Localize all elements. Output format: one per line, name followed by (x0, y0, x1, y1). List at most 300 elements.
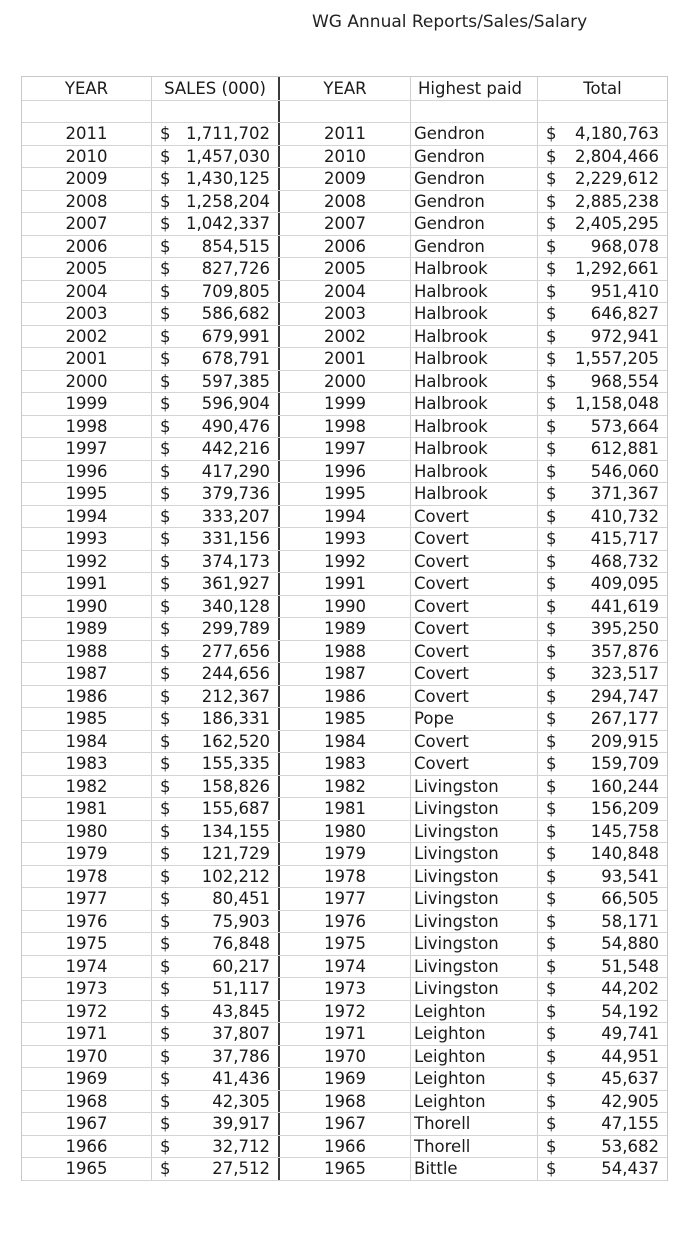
sales-cell (152, 551, 280, 573)
currency-symbol: $ (546, 416, 557, 436)
sales-cell (152, 1023, 280, 1045)
highest-paid-cell: Halbrook (411, 461, 538, 483)
currency-symbol: $ (160, 1091, 171, 1111)
table-row (22, 461, 667, 484)
sales-value: 51,117 (212, 979, 270, 999)
highest-paid-cell: Livingston (411, 866, 538, 888)
sales-cell (152, 1091, 280, 1113)
highest-paid-cell: Livingston (411, 798, 538, 820)
year-cell: 1965 (22, 1158, 152, 1180)
year-cell-2: 1966 (280, 1136, 411, 1158)
highest-paid-cell: Livingston (411, 843, 538, 865)
table-header-row (22, 77, 667, 101)
currency-symbol: $ (546, 1001, 557, 1021)
year-cell: 1996 (22, 461, 152, 483)
currency-symbol: $ (160, 236, 171, 256)
total-cell (538, 1068, 667, 1090)
year-cell-2: 2008 (280, 191, 411, 213)
table-row (22, 1023, 667, 1046)
total-cell (538, 776, 667, 798)
total-cell (538, 663, 667, 685)
total-value: 47,155 (601, 1114, 659, 1134)
total-cell (538, 798, 667, 820)
highest-paid-cell: Livingston (411, 888, 538, 910)
sales-cell (152, 1046, 280, 1068)
sales-cell (152, 641, 280, 663)
year-cell: 1982 (22, 776, 152, 798)
year-cell-2: 1980 (280, 821, 411, 843)
highest-paid-cell: Livingston (411, 978, 538, 1000)
sales-cell (152, 191, 280, 213)
year-cell-2: 2005 (280, 258, 411, 280)
total-value: 323,517 (590, 664, 659, 684)
total-cell (538, 686, 667, 708)
currency-symbol: $ (160, 1024, 171, 1044)
currency-symbol: $ (546, 236, 557, 256)
currency-symbol: $ (546, 124, 557, 144)
total-value: 140,848 (590, 844, 659, 864)
sales-value: 679,991 (201, 326, 270, 346)
sales-cell (152, 213, 280, 235)
total-value: 44,202 (601, 979, 659, 999)
year-cell: 1970 (22, 1046, 152, 1068)
table-row (22, 933, 667, 956)
currency-symbol: $ (546, 529, 557, 549)
table-row (22, 146, 667, 169)
table-row (22, 191, 667, 214)
year-cell: 2008 (22, 191, 152, 213)
year-cell: 1997 (22, 438, 152, 460)
currency-symbol: $ (546, 956, 557, 976)
total-value: 546,060 (590, 461, 659, 481)
total-cell (538, 1113, 667, 1135)
sales-value: 374,173 (201, 551, 270, 571)
table-row (22, 416, 667, 439)
currency-symbol: $ (160, 979, 171, 999)
year-cell-2: 1994 (280, 506, 411, 528)
annual-report-table (21, 76, 668, 1181)
sales-cell (152, 573, 280, 595)
year-cell: 2006 (22, 236, 152, 258)
year-cell-2: 1974 (280, 956, 411, 978)
total-value: 2,885,238 (575, 191, 659, 211)
sales-value: 442,216 (201, 439, 270, 459)
currency-symbol: $ (160, 619, 171, 639)
currency-symbol: $ (160, 866, 171, 886)
currency-symbol: $ (546, 641, 557, 661)
total-cell (538, 1046, 667, 1068)
sales-cell (152, 506, 280, 528)
currency-symbol: $ (546, 889, 557, 909)
year-cell-2: 1977 (280, 888, 411, 910)
highest-paid-cell: Covert (411, 551, 538, 573)
highest-paid-cell: Leighton (411, 1046, 538, 1068)
total-cell (538, 326, 667, 348)
sales-value: 32,712 (212, 1136, 270, 1156)
total-value: 267,177 (590, 709, 659, 729)
year-cell-2: 1976 (280, 911, 411, 933)
year-cell: 1998 (22, 416, 152, 438)
currency-symbol: $ (160, 281, 171, 301)
sales-cell (152, 1068, 280, 1090)
year-cell: 1988 (22, 641, 152, 663)
currency-symbol: $ (546, 214, 557, 234)
currency-symbol: $ (160, 371, 171, 391)
header-highest-paid: Highest paid (411, 77, 538, 100)
sales-value: 155,687 (201, 799, 270, 819)
highest-paid-cell: Gendron (411, 191, 538, 213)
year-cell-2: 1981 (280, 798, 411, 820)
total-value: 1,292,661 (575, 259, 659, 279)
highest-paid-cell: Thorell (411, 1136, 538, 1158)
total-cell (538, 551, 667, 573)
table-row (22, 281, 667, 304)
currency-symbol: $ (160, 124, 171, 144)
total-cell (538, 641, 667, 663)
currency-symbol: $ (546, 911, 557, 931)
currency-symbol: $ (546, 371, 557, 391)
year-cell: 1984 (22, 731, 152, 753)
highest-paid-cell: Thorell (411, 1113, 538, 1135)
total-cell (538, 708, 667, 730)
header-year: YEAR (22, 77, 152, 100)
header-sales: SALES (000) (152, 77, 280, 100)
table-row (22, 866, 667, 889)
total-value: 51,548 (601, 956, 659, 976)
currency-symbol: $ (546, 979, 557, 999)
year-cell: 2007 (22, 213, 152, 235)
total-cell (538, 978, 667, 1000)
sales-value: 27,512 (212, 1159, 270, 1179)
year-cell: 2000 (22, 371, 152, 393)
header-year-2: YEAR (280, 77, 411, 100)
highest-paid-cell: Covert (411, 506, 538, 528)
sales-value: 1,457,030 (186, 146, 270, 166)
sales-value: 42,305 (212, 1091, 270, 1111)
table-row (22, 1046, 667, 1069)
sales-cell (152, 461, 280, 483)
table-row (22, 911, 667, 934)
table-row (22, 123, 667, 146)
total-value: 2,405,295 (575, 214, 659, 234)
sales-cell (152, 933, 280, 955)
year-cell: 2005 (22, 258, 152, 280)
total-value: 409,095 (590, 574, 659, 594)
sales-value: 76,848 (212, 934, 270, 954)
year-cell-2: 1982 (280, 776, 411, 798)
sales-value: 379,736 (201, 484, 270, 504)
year-cell: 2002 (22, 326, 152, 348)
total-cell (538, 506, 667, 528)
total-value: 53,682 (601, 1136, 659, 1156)
sales-value: 586,682 (201, 304, 270, 324)
currency-symbol: $ (160, 709, 171, 729)
sales-cell (152, 371, 280, 393)
year-cell: 1966 (22, 1136, 152, 1158)
year-cell-2: 2001 (280, 348, 411, 370)
sales-value: 333,207 (201, 506, 270, 526)
year-cell-2: 2002 (280, 326, 411, 348)
sales-cell (152, 483, 280, 505)
year-cell: 1991 (22, 573, 152, 595)
highest-paid-cell: Livingston (411, 956, 538, 978)
highest-paid-cell: Gendron (411, 213, 538, 235)
sales-cell (152, 708, 280, 730)
year-cell-2: 1971 (280, 1023, 411, 1045)
total-value: 968,078 (590, 236, 659, 256)
table-row (22, 168, 667, 191)
sales-value: 186,331 (201, 709, 270, 729)
highest-paid-cell: Gendron (411, 236, 538, 258)
currency-symbol: $ (160, 821, 171, 841)
year-cell-2: 1983 (280, 753, 411, 775)
year-cell: 1987 (22, 663, 152, 685)
currency-symbol: $ (160, 349, 171, 369)
page-title: WG Annual Reports/Sales/Salary (312, 12, 588, 32)
table-row (22, 258, 667, 281)
year-cell-2: 1998 (280, 416, 411, 438)
year-cell-2: 1970 (280, 1046, 411, 1068)
year-cell: 1992 (22, 551, 152, 573)
table-row (22, 1001, 667, 1024)
year-cell: 1993 (22, 528, 152, 550)
sales-value: 158,826 (201, 776, 270, 796)
total-value: 42,905 (601, 1091, 659, 1111)
sales-cell (152, 303, 280, 325)
table-row (22, 438, 667, 461)
table-row (22, 1068, 667, 1091)
currency-symbol: $ (546, 259, 557, 279)
currency-symbol: $ (160, 956, 171, 976)
year-cell: 1967 (22, 1113, 152, 1135)
currency-symbol: $ (160, 1114, 171, 1134)
currency-symbol: $ (546, 146, 557, 166)
currency-symbol: $ (160, 529, 171, 549)
currency-symbol: $ (546, 574, 557, 594)
currency-symbol: $ (546, 709, 557, 729)
highest-paid-cell: Gendron (411, 168, 538, 190)
total-cell (538, 213, 667, 235)
sales-cell (152, 686, 280, 708)
highest-paid-cell: Covert (411, 641, 538, 663)
total-value: 2,229,612 (575, 169, 659, 189)
sales-cell (152, 1001, 280, 1023)
table-row (22, 978, 667, 1001)
table-row (22, 798, 667, 821)
currency-symbol: $ (546, 304, 557, 324)
year-cell: 2001 (22, 348, 152, 370)
total-cell (538, 168, 667, 190)
sales-value: 361,927 (201, 574, 270, 594)
total-cell (538, 956, 667, 978)
total-value: 371,367 (590, 484, 659, 504)
year-cell: 1969 (22, 1068, 152, 1090)
currency-symbol: $ (160, 776, 171, 796)
table-row (22, 753, 667, 776)
table-row (22, 1113, 667, 1136)
currency-symbol: $ (546, 596, 557, 616)
sales-cell (152, 798, 280, 820)
sales-value: 277,656 (201, 641, 270, 661)
total-value: 4,180,763 (575, 124, 659, 144)
table-row (22, 528, 667, 551)
highest-paid-cell: Gendron (411, 146, 538, 168)
sales-value: 212,367 (201, 686, 270, 706)
highest-paid-cell: Livingston (411, 821, 538, 843)
sales-value: 134,155 (201, 821, 270, 841)
sales-value: 121,729 (201, 844, 270, 864)
sales-value: 596,904 (201, 394, 270, 414)
year-cell-2: 1987 (280, 663, 411, 685)
currency-symbol: $ (546, 686, 557, 706)
currency-symbol: $ (546, 1091, 557, 1111)
total-cell (538, 618, 667, 640)
total-cell (538, 371, 667, 393)
currency-symbol: $ (160, 889, 171, 909)
table-row (22, 686, 667, 709)
year-cell: 1986 (22, 686, 152, 708)
total-value: 468,732 (590, 551, 659, 571)
total-cell (538, 911, 667, 933)
highest-paid-cell: Leighton (411, 1068, 538, 1090)
year-cell-2: 1996 (280, 461, 411, 483)
highest-paid-cell: Livingston (411, 776, 538, 798)
total-value: 160,244 (590, 776, 659, 796)
total-cell (538, 123, 667, 145)
total-value: 294,747 (590, 686, 659, 706)
sales-value: 39,917 (212, 1114, 270, 1134)
currency-symbol: $ (546, 169, 557, 189)
currency-symbol: $ (546, 439, 557, 459)
year-cell: 2003 (22, 303, 152, 325)
currency-symbol: $ (546, 1046, 557, 1066)
total-cell (538, 528, 667, 550)
table-row (22, 506, 667, 529)
table-row (22, 956, 667, 979)
year-cell-2: 1973 (280, 978, 411, 1000)
total-value: 972,941 (590, 326, 659, 346)
sales-value: 75,903 (212, 911, 270, 931)
highest-paid-cell: Halbrook (411, 281, 538, 303)
currency-symbol: $ (160, 394, 171, 414)
currency-symbol: $ (160, 506, 171, 526)
currency-symbol: $ (160, 1046, 171, 1066)
sales-cell (152, 821, 280, 843)
sales-value: 43,845 (212, 1001, 270, 1021)
total-value: 45,637 (601, 1069, 659, 1089)
sales-cell (152, 956, 280, 978)
currency-symbol: $ (160, 326, 171, 346)
year-cell: 1985 (22, 708, 152, 730)
highest-paid-cell: Covert (411, 618, 538, 640)
year-cell: 1971 (22, 1023, 152, 1045)
highest-paid-cell: Covert (411, 753, 538, 775)
total-value: 66,505 (601, 889, 659, 909)
total-cell (538, 1001, 667, 1023)
year-cell: 1979 (22, 843, 152, 865)
total-cell (538, 573, 667, 595)
total-value: 209,915 (590, 731, 659, 751)
currency-symbol: $ (546, 866, 557, 886)
highest-paid-cell: Covert (411, 573, 538, 595)
sales-value: 37,807 (212, 1024, 270, 1044)
sales-value: 1,042,337 (186, 214, 270, 234)
currency-symbol: $ (546, 191, 557, 211)
year-cell-2: 1986 (280, 686, 411, 708)
year-cell: 1975 (22, 933, 152, 955)
currency-symbol: $ (546, 394, 557, 414)
table-row (22, 663, 667, 686)
year-cell-2: 1967 (280, 1113, 411, 1135)
currency-symbol: $ (546, 484, 557, 504)
year-cell: 1972 (22, 1001, 152, 1023)
currency-symbol: $ (160, 304, 171, 324)
total-value: 156,209 (590, 799, 659, 819)
header-total: Total (583, 79, 622, 98)
highest-paid-cell: Gendron (411, 123, 538, 145)
year-cell: 1999 (22, 393, 152, 415)
sales-value: 854,515 (201, 236, 270, 256)
total-cell (538, 596, 667, 618)
sales-cell (152, 146, 280, 168)
total-value: 1,158,048 (575, 394, 659, 414)
year-cell: 1974 (22, 956, 152, 978)
highest-paid-cell: Livingston (411, 911, 538, 933)
total-value: 968,554 (590, 371, 659, 391)
currency-symbol: $ (546, 799, 557, 819)
currency-symbol: $ (546, 844, 557, 864)
sales-cell (152, 888, 280, 910)
table-row (22, 326, 667, 349)
currency-symbol: $ (160, 439, 171, 459)
total-cell (538, 821, 667, 843)
total-value: 357,876 (590, 641, 659, 661)
year-cell-2: 1965 (280, 1158, 411, 1180)
sales-value: 41,436 (212, 1069, 270, 1089)
sales-cell (152, 731, 280, 753)
total-value: 54,192 (601, 1001, 659, 1021)
currency-symbol: $ (160, 1069, 171, 1089)
currency-symbol: $ (160, 259, 171, 279)
currency-symbol: $ (160, 731, 171, 751)
currency-symbol: $ (546, 1069, 557, 1089)
highest-paid-cell: Halbrook (411, 258, 538, 280)
highest-paid-cell: Leighton (411, 1023, 538, 1045)
total-value: 44,951 (601, 1046, 659, 1066)
currency-symbol: $ (160, 754, 171, 774)
sales-value: 490,476 (201, 416, 270, 436)
total-value: 1,557,205 (575, 349, 659, 369)
total-value: 573,664 (590, 416, 659, 436)
sales-cell (152, 618, 280, 640)
total-value: 415,717 (590, 529, 659, 549)
total-cell (538, 146, 667, 168)
highest-paid-cell: Covert (411, 528, 538, 550)
year-cell-2: 2011 (280, 123, 411, 145)
blank-row (22, 101, 667, 123)
currency-symbol: $ (546, 1024, 557, 1044)
currency-symbol: $ (546, 349, 557, 369)
currency-symbol: $ (160, 1159, 171, 1179)
table-row (22, 641, 667, 664)
sales-value: 709,805 (201, 281, 270, 301)
year-cell: 2010 (22, 146, 152, 168)
total-cell (538, 416, 667, 438)
currency-symbol: $ (546, 506, 557, 526)
sales-value: 331,156 (201, 529, 270, 549)
total-value: 54,880 (601, 934, 659, 954)
currency-symbol: $ (546, 1114, 557, 1134)
